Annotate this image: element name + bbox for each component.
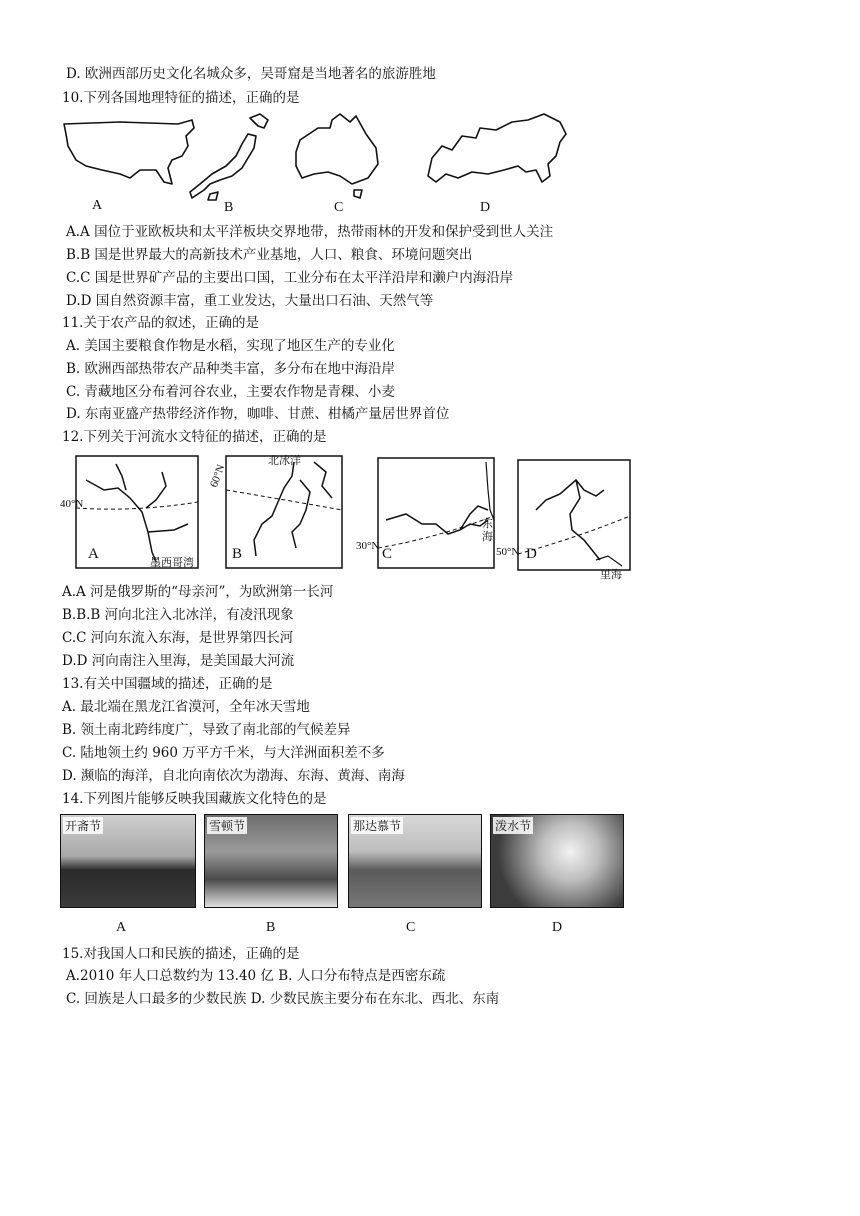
- q12-map-sea-c: 东海: [482, 518, 493, 543]
- usa-outline: [64, 120, 194, 184]
- q12-map-sea-b: 北冰洋: [268, 455, 301, 467]
- map-b-frame: [226, 456, 342, 568]
- q10-label-b: B: [224, 200, 234, 215]
- q15-options-row2: C. 回族是人口最多的少数民族 D. 少数民族主要分布在东北、西北、东南: [66, 991, 500, 1007]
- q14-stem: 14.下列图片能够反映我国藏族文化特色的是: [62, 791, 327, 807]
- q12-map-letter-d: D: [526, 546, 537, 562]
- q10-label-a: A: [92, 198, 103, 213]
- q12-option-b: B.B.B 河向北注入北冰洋，有凌汛现象: [62, 607, 294, 623]
- q14-label-b: B: [266, 920, 276, 935]
- q10-country-outlines: [60, 112, 580, 226]
- q11-option-d: D. 东南亚盛产热带经济作物，咖啡、甘蔗、柑橘产量居世界首位: [66, 406, 450, 422]
- photo-eid-festival: [60, 814, 196, 908]
- photo-tag-b: 雪顿节: [209, 819, 246, 833]
- river-d: [536, 480, 604, 560]
- q10-option-c: C.C 国是世界矿产品的主要出口国，工业分布在太平洋沿岸和濑户内海沿岸: [66, 270, 514, 286]
- q11-stem: 11.关于农产品的叙述，正确的是: [62, 315, 259, 331]
- australia-outline: [296, 114, 378, 198]
- japan-outline: [190, 114, 268, 200]
- q12-stem: 12.下列关于河流水文特征的描述，正确的是: [62, 429, 327, 445]
- q9-option-d: D. 欧洲西部历史文化名城众多，吴哥窟是当地著名的旅游胜地: [66, 66, 436, 82]
- q10-label-d: D: [480, 200, 491, 215]
- q12-river-maps: [56, 450, 646, 584]
- q12-map-lat-d: 50°N: [496, 546, 520, 558]
- photo-tag-d: 泼水节: [495, 819, 532, 833]
- q11-option-b: B. 欧洲西部热带农产品种类丰富，多分布在地中海沿岸: [66, 361, 396, 377]
- q11-option-a: A. 美国主要粮食作物是水稻，实现了地区生产的专业化: [66, 338, 395, 354]
- q12-option-c: C.C 河向东流入东海，是世界第四长河: [62, 630, 294, 646]
- q13-option-d: D. 濒临的海洋，自北向南依次为渤海、东海、黄海、南海: [62, 768, 405, 784]
- q10-label-c: C: [334, 200, 344, 215]
- photo-tag-a: 开斋节: [65, 819, 102, 833]
- q15-stem: 15.对我国人口和民族的描述，正确的是: [62, 946, 300, 962]
- q10-option-a: A.A 国位于亚欧板块和太平洋板块交界地带，热带雨林的开发和保护受到世人关注: [66, 224, 554, 240]
- q13-option-c: C. 陆地领土约 960 万平方千米，与大洋洲面积差不多: [62, 745, 385, 761]
- river-b: [254, 462, 332, 556]
- q12-map-letter-b: B: [232, 546, 243, 562]
- q14-label-c: C: [406, 920, 416, 935]
- map-c-frame: [378, 458, 494, 568]
- russia-outline: [428, 114, 566, 182]
- photo-shoton-festival: [204, 814, 338, 908]
- q10-option-d: D.D 国自然资源丰富，重工业发达，大量出口石油、天然气等: [66, 293, 434, 309]
- q11-option-c: C. 青藏地区分布着河谷农业，主要农作物是青稞、小麦: [66, 384, 395, 400]
- q14-label-a: A: [116, 920, 127, 935]
- q10-stem: 10.下列各国地理特征的描述，正确的是: [62, 90, 300, 106]
- photo-water-splashing-festival: [490, 814, 624, 908]
- q12-option-a: A.A 河是俄罗斯的“母亲河”，为欧洲第一长河: [62, 584, 334, 600]
- q12-map-lat-a: 40°N: [60, 498, 84, 510]
- river-c: [386, 506, 488, 534]
- q14-label-d: D: [552, 920, 563, 935]
- q15-options-row1: A.2010 年人口总数约为 13.40 亿 B. 人口分布特点是西密东疏: [66, 968, 446, 984]
- q12-map-lat-c: 30°N: [356, 540, 380, 552]
- q13-option-b: B. 领土南北跨纬度广，导致了南北部的气候差异: [62, 722, 351, 738]
- q12-option-d: D.D 河向南注入里海，是美国最大河流: [62, 653, 295, 669]
- q12-map-lat-b: 60°N: [208, 462, 228, 490]
- q12-map-sea-a: 墨西哥湾: [150, 557, 194, 569]
- q12-map-letter-a: A: [88, 546, 99, 562]
- photo-tag-c: 那达慕节: [353, 819, 402, 833]
- river-a: [86, 464, 188, 562]
- q12-map-letter-c: C: [382, 546, 393, 562]
- q10-option-b: B.B 国是世界最大的高新技术产业基地，人口、粮食、环境问题突出: [66, 247, 473, 263]
- q13-stem: 13.有关中国疆域的描述，正确的是: [62, 676, 273, 692]
- photo-naadam-festival: [348, 814, 482, 908]
- q13-option-a: A. 最北端在黑龙江省漠河，全年冰天雪地: [62, 699, 310, 715]
- q12-map-sea-d: 里海: [600, 569, 622, 581]
